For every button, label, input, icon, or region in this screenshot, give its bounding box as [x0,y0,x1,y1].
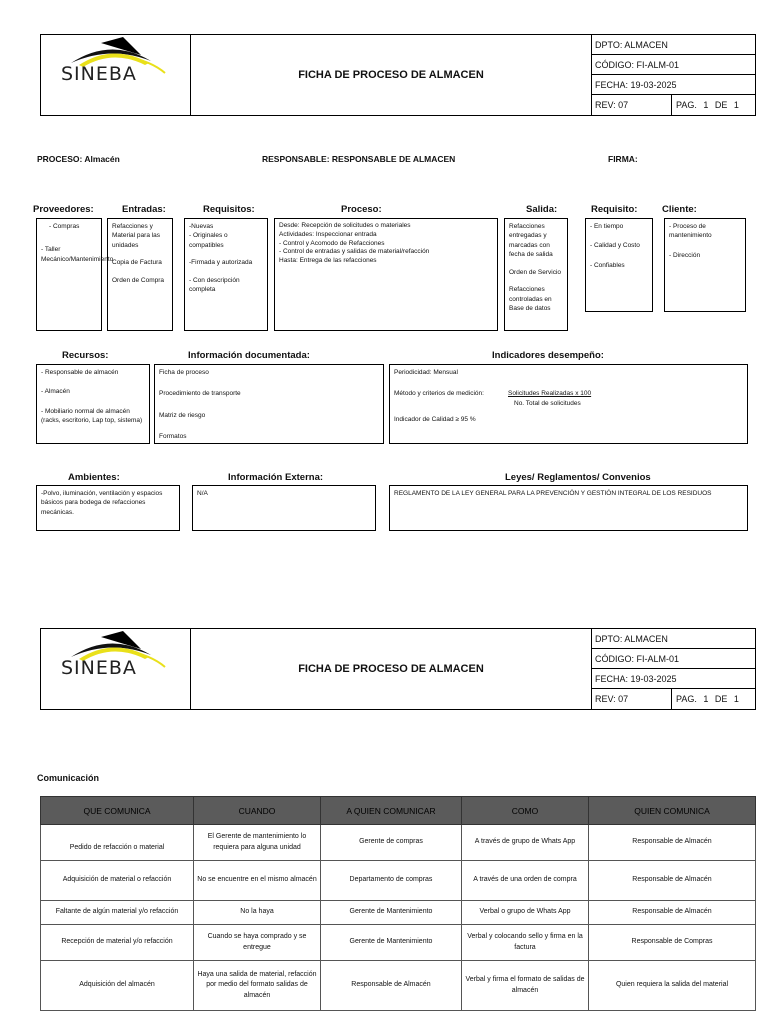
table-row [41,825,756,861]
meta-dpto: DPTO: ALMACEN [592,629,755,649]
comunicacion-label: Comunicación [37,773,100,783]
proveedor-item: - Compras [49,223,80,230]
table-cell: Adquisición del almacén [41,961,194,1011]
leyes-label: Leyes/ Reglamentos/ Convenios [505,472,651,483]
table-cell: No la haya [194,901,321,925]
entradas-box [107,218,173,331]
table-cell: Haya una salida de material, refacción por medio del formato salidas de almacén [194,961,321,1011]
recursos-box [36,364,150,444]
requisito-salida-item: - En tiempo [590,223,624,230]
table-cell: A través de una orden de compra [462,861,589,901]
requisito-salida-item: - Confiables [590,261,625,269]
recurso-item: - Mobiliario normal de almacén (racks, escritorio, Lap top, sistema) [41,407,143,425]
entrada-item: Orden de Compra [112,276,165,284]
formula-denominator: No. Total de solicitudes [514,400,581,408]
firma-label: FIRMA: [608,154,638,164]
salida-label: Salida: [526,204,558,215]
requisitos-box [184,218,268,331]
logo-text: SINEBA [61,63,137,85]
table-cell: Gerente de Mantenimiento [321,901,462,925]
meta-codigo: CÓDIGO: FI-ALM-01 [592,649,755,669]
info-doc-item: Matriz de riesgo [159,411,206,419]
cliente-item: - Proceso de mantenimiento [669,223,712,240]
meta-fecha: FECHA: 19-03-2025 [592,75,755,95]
proceso-text: Desde: Recepción de solicitudes o materiales Actividades: Inspeccionar entrada - Control y Acomodo de Refacciones - Control de entradas y salidas de material/refacción Hasta: Entrega de las refacciones [279,222,430,265]
logo-text: SINEBA [61,657,137,679]
table-cell: A través de grupo de Whats App [462,825,589,861]
meta-pag: PAG. 1 DE 1 [676,100,739,110]
document-header-page2 [40,628,756,710]
table-cell: Gerente de compras [321,825,462,861]
proceso-label: PROCESO: Almacén [37,154,120,164]
metodo-row [394,389,743,415]
table-cell: Quien requiera la salida del material [589,961,756,1011]
table-cell: Responsable de Almacén [589,861,756,901]
salida-item: Orden de Servicio [509,268,562,276]
document-meta [591,35,755,115]
entrada-item: Copia de Factura [112,259,162,267]
metodo-label: Método y criterios de medición: [394,390,484,398]
info-doc-box [154,364,384,444]
table-row [41,901,756,925]
col-quien-comunica: QUIEN COMUNICA [589,797,756,825]
table-row [41,861,756,901]
cliente-label: Cliente: [662,204,697,215]
table-cell: Verbal y firma el formato de salidas de almacén [462,961,589,1011]
cliente-item: - Dirección [669,251,701,259]
periodicidad: Periodicidad: Mensual [394,369,458,376]
recurso-item: - Responsable de almacén [41,369,119,376]
meta-rev: REV: 07 [592,95,672,115]
table-cell: No se encuentre en el mismo almacén [194,861,321,901]
entrada-item: Refacciones y Material para las unidades [112,223,161,249]
requisito-item: -Nuevas - Originales o compatibles [189,223,228,249]
table-cell: Verbal y colocando sello y firma en la factura [462,925,589,961]
table-cell: Verbal o grupo de Whats App [462,901,589,925]
recursos-label: Recursos: [62,350,109,361]
indicadores-label: Indicadores desempeño: [492,350,604,361]
leyes-text: REGLAMENTO DE LA LEY GENERAL PARA LA PREVENCIÓN Y GESTIÓN INTEGRAL DE LOS RESIDUOS [394,490,712,497]
table-cell: Recepción de material y/o refacción [41,925,194,961]
table-cell: Responsable de Almacén [321,961,462,1011]
meta-fecha: FECHA: 19-03-2025 [592,669,755,689]
proveedor-item: - Taller Mecánico/Mantenimiento [41,246,114,263]
requisito-label: Requisito: [591,204,638,215]
table-cell: Responsable de Almacén [589,825,756,861]
document-title: FICHA DE PROCESO DE ALMACEN [298,69,484,81]
meta-rev: REV: 07 [592,689,672,709]
table-cell: Cuando se haya comprado y se entregue [194,925,321,961]
table-cell: Gerente de Mantenimiento [321,925,462,961]
col-cuando: CUANDO [194,797,321,825]
requisito-item: - Con descripción completa [189,276,240,294]
info-doc-item: Ficha de proceso [159,369,209,376]
cliente-box [664,218,746,312]
meta-pag: PAG. 1 DE 1 [676,694,739,704]
ambientes-label: Ambientes: [68,472,120,483]
table-cell: El Gerente de mantenimiento lo requiera para alguna unidad [194,825,321,861]
table-cell: Responsable de Compras [589,925,756,961]
recurso-item: - Almacén [41,388,70,396]
proveedores-box [36,218,114,331]
leyes-box [389,485,748,531]
indicadores-box [389,364,748,444]
ambientes-box [36,485,180,531]
indicador-calidad: Indicador de Calidad ≥ 95 % [394,416,476,424]
requisito-box [585,218,653,312]
info-ext-text: N/A [197,490,208,497]
table-cell: Adquisición de material o refacción [41,861,194,901]
table-cell: Responsable de Almacén [589,901,756,925]
meta-dpto: DPTO: ALMACEN [592,35,755,55]
meta-rev-pag [592,689,755,709]
salida-box [504,218,568,331]
meta-codigo: CÓDIGO: FI-ALM-01 [592,55,755,75]
table-cell: Departamento de compras [321,861,462,901]
proceso-box [274,218,498,331]
comunicacion-table [40,796,756,1011]
ambientes-text: -Polvo, iluminación, ventilación y espacios básicos para bodega de refacciones mecánicas. [41,490,163,516]
proveedores-label: Proveedores: [33,204,94,215]
table-cell: Pedido de refacción o material [41,825,194,861]
col-que-comunica: QUE COMUNICA [41,797,194,825]
proceso-col-label: Proceso: [341,204,382,215]
requisito-item: -Firmada y autorizada [189,259,253,267]
table-row [41,925,756,961]
salida-item: Refacciones controladas en Base de datos [509,286,552,312]
company-logo [41,629,191,709]
table-header-row [41,797,756,825]
responsable-label: RESPONSABLE: RESPONSABLE DE ALMACEN [262,154,456,164]
meta-rev-pag [592,95,755,115]
company-logo [41,35,191,115]
requisito-salida-item: - Calidad y Costo [590,242,640,250]
info-ext-label: Información Externa: [228,472,324,483]
info-doc-label: Información documentada: [188,350,310,361]
requisitos-label: Requisitos: [203,204,255,215]
entradas-label: Entradas: [122,204,166,215]
table-row [41,961,756,1011]
table-cell: Faltante de algún material y/o refacción [41,901,194,925]
info-ext-box [192,485,376,531]
salida-item: Refacciones entregadas y marcadas con fecha de salida [509,223,553,259]
col-a-quien: A QUIEN COMUNICAR [321,797,462,825]
document-meta [591,629,755,709]
document-title: FICHA DE PROCESO DE ALMACEN [298,663,484,675]
info-doc-item: Formatos [159,433,187,441]
formula-numerator: Solicitudes Realizadas x 100 [508,390,592,398]
info-doc-item: Procedimiento de transporte [159,390,241,398]
document-header [40,34,756,116]
col-como: COMO [462,797,589,825]
